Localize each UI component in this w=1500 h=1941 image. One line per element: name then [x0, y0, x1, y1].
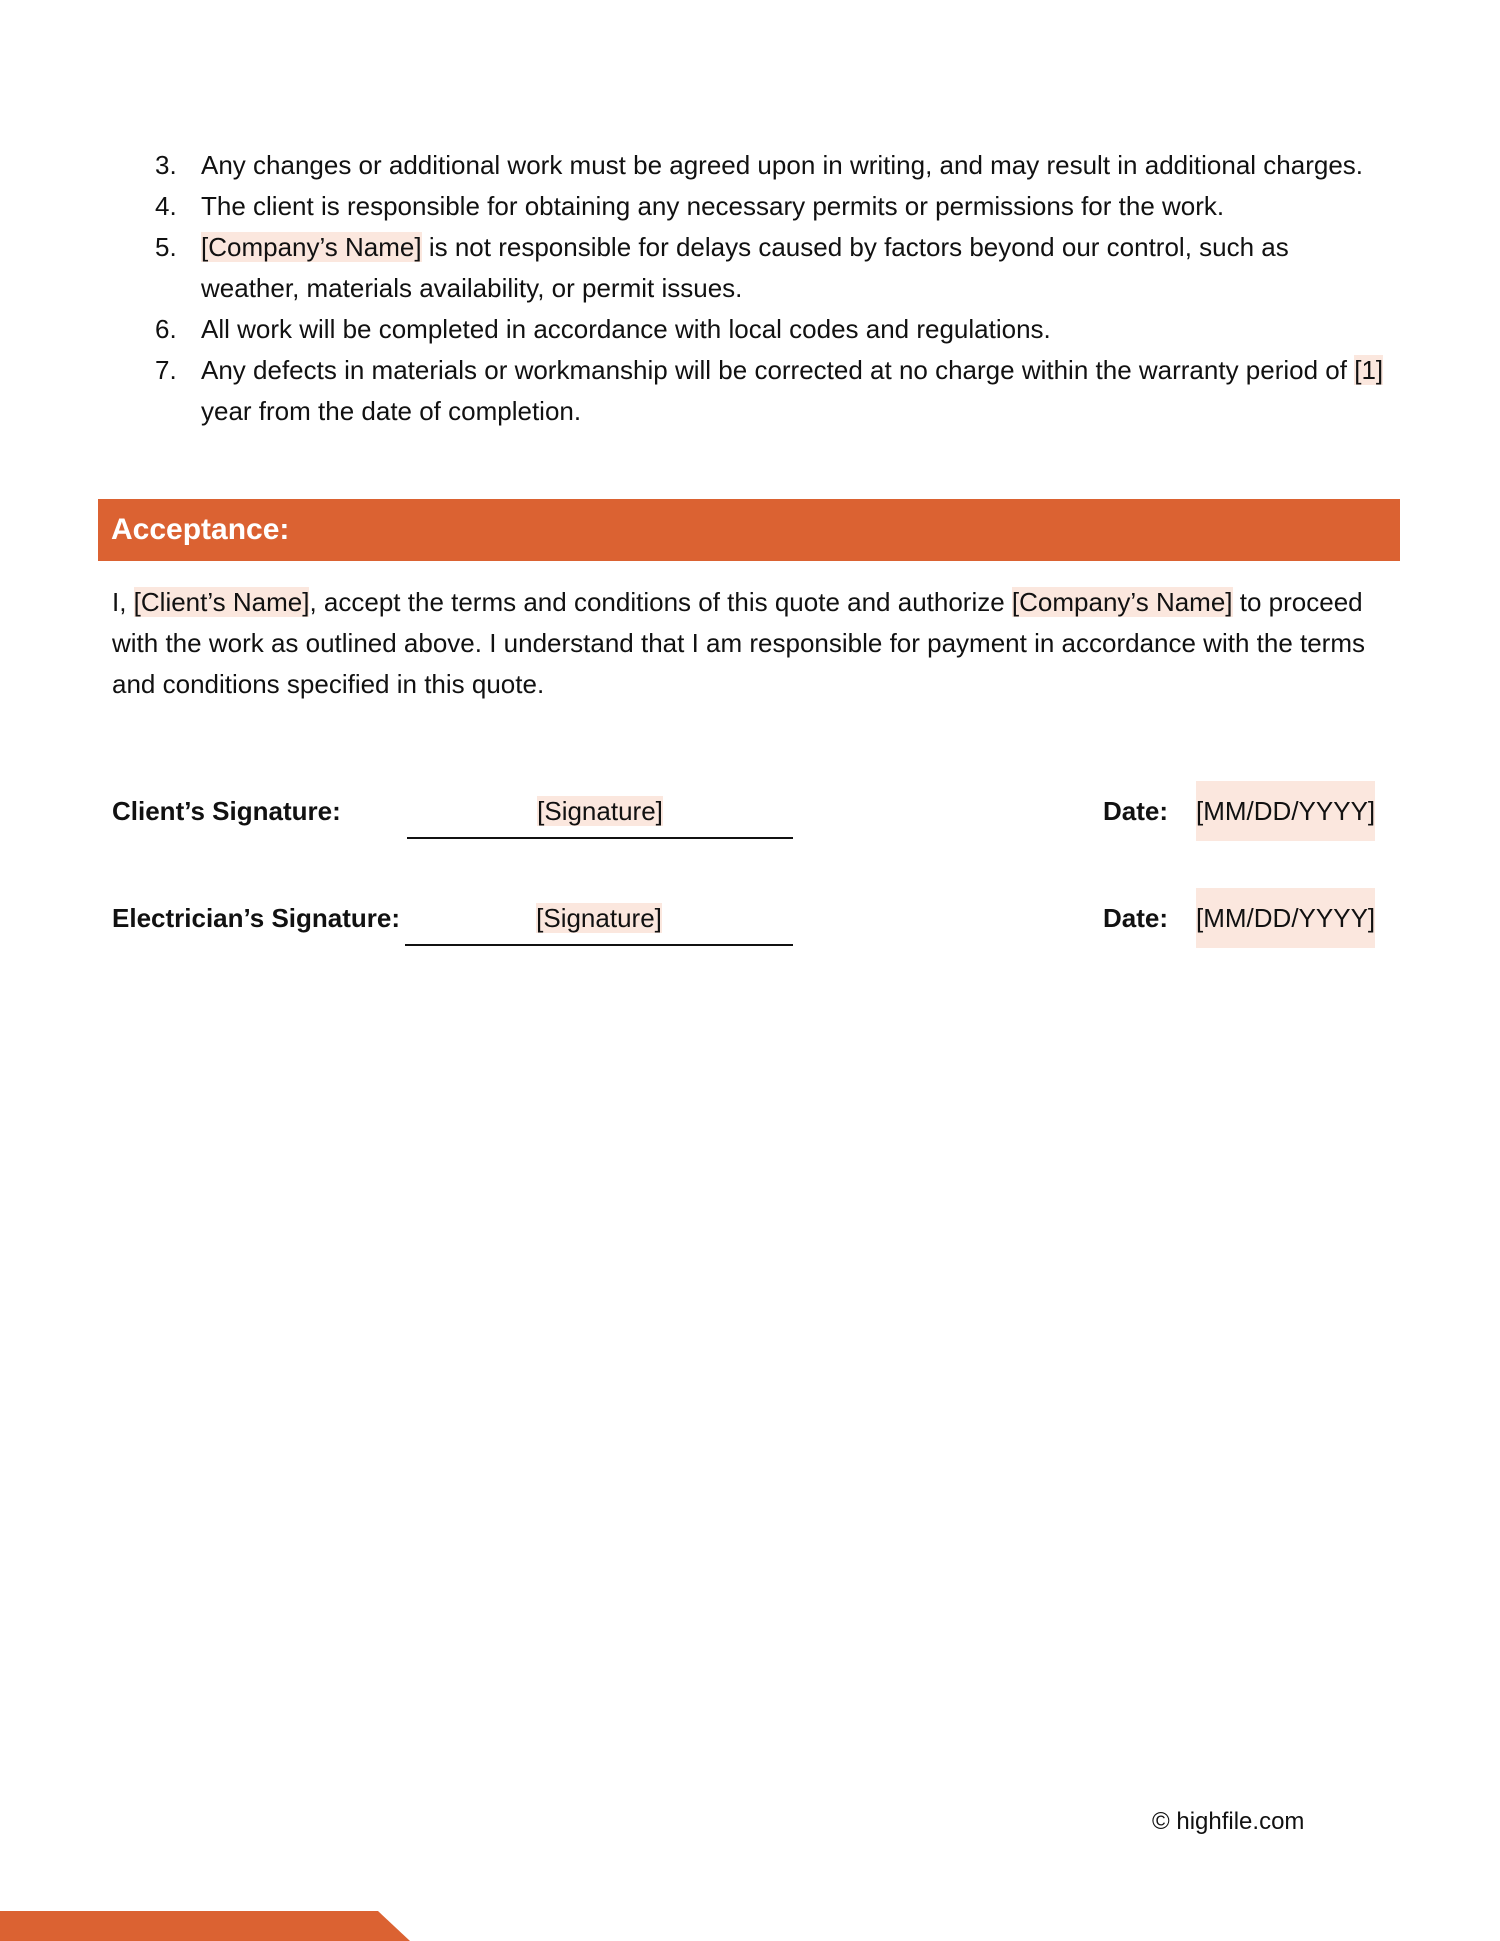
electrician-signature-label: Electrician’s Signature: [112, 903, 401, 933]
term-text: The client is responsible for obtaining any necessary permits or permissions for the work. [201, 191, 1225, 221]
term-text: Any changes or additional work must be agreed upon in writing, and may result in additional charges. [201, 150, 1364, 180]
client-name-placeholder[interactable]: [Client’s Name] [133, 587, 310, 617]
client-signature-label: Client’s Signature: [112, 796, 341, 826]
term-number: 3. [155, 150, 177, 180]
term-text: All work will be completed in accordance with local codes and regulations. [201, 314, 1051, 344]
client-date-field[interactable]: [MM/DD/YYYY] [1196, 781, 1375, 841]
term-number: 6. [155, 314, 177, 344]
term-item-6 [150, 309, 1390, 350]
accent-polygon [0, 1911, 410, 1941]
electrician-signature-row [0, 888, 1500, 948]
acceptance-ending: to proceed with the work as outlined above. I understand that I am responsible for payment in accordance with the terms and conditions specified in this quote. [112, 587, 1366, 699]
acceptance-heading: Acceptance: [98, 499, 1400, 561]
term-number: 7. [155, 355, 177, 385]
term-item-7 [150, 350, 1390, 432]
terms-list [150, 145, 1390, 432]
term-item-5 [150, 227, 1390, 309]
company-name-placeholder[interactable]: [Company’s Name] [201, 232, 422, 262]
term-text: year from the date of completion. [201, 396, 582, 426]
term-text: Any defects in materials or workmanship will be corrected at no charge within the warranty period of [201, 355, 1355, 385]
client-signature-field[interactable] [407, 781, 793, 839]
electrician-date-field[interactable]: [MM/DD/YYYY] [1196, 888, 1375, 948]
acceptance-middle: , accept the terms and conditions of this quote and authorize [309, 587, 1012, 617]
term-item-4 [150, 186, 1390, 227]
term-item-3 [150, 145, 1390, 186]
electrician-signature-field[interactable] [405, 888, 793, 946]
footer-accent-shape [0, 1911, 410, 1941]
warranty-years-placeholder[interactable]: [1] [1354, 355, 1384, 385]
term-text: is not responsible for delays caused by factors beyond our control, such as weather, materials availability, or permit issues. [201, 232, 1289, 303]
client-date-label: Date: [1103, 796, 1169, 826]
signature-placeholder: [Signature] [537, 796, 663, 826]
company-name-placeholder[interactable]: [Company’s Name] [1011, 587, 1233, 617]
acceptance-paragraph [112, 582, 1397, 705]
term-number: 4. [155, 191, 177, 221]
term-number: 5. [155, 232, 177, 262]
footer-credit: © highfile.com [1152, 1808, 1305, 1835]
electrician-date-label: Date: [1103, 903, 1169, 933]
signature-placeholder: [Signature] [536, 903, 662, 933]
acceptance-intro: I, [112, 587, 134, 617]
client-signature-row [0, 781, 1500, 841]
